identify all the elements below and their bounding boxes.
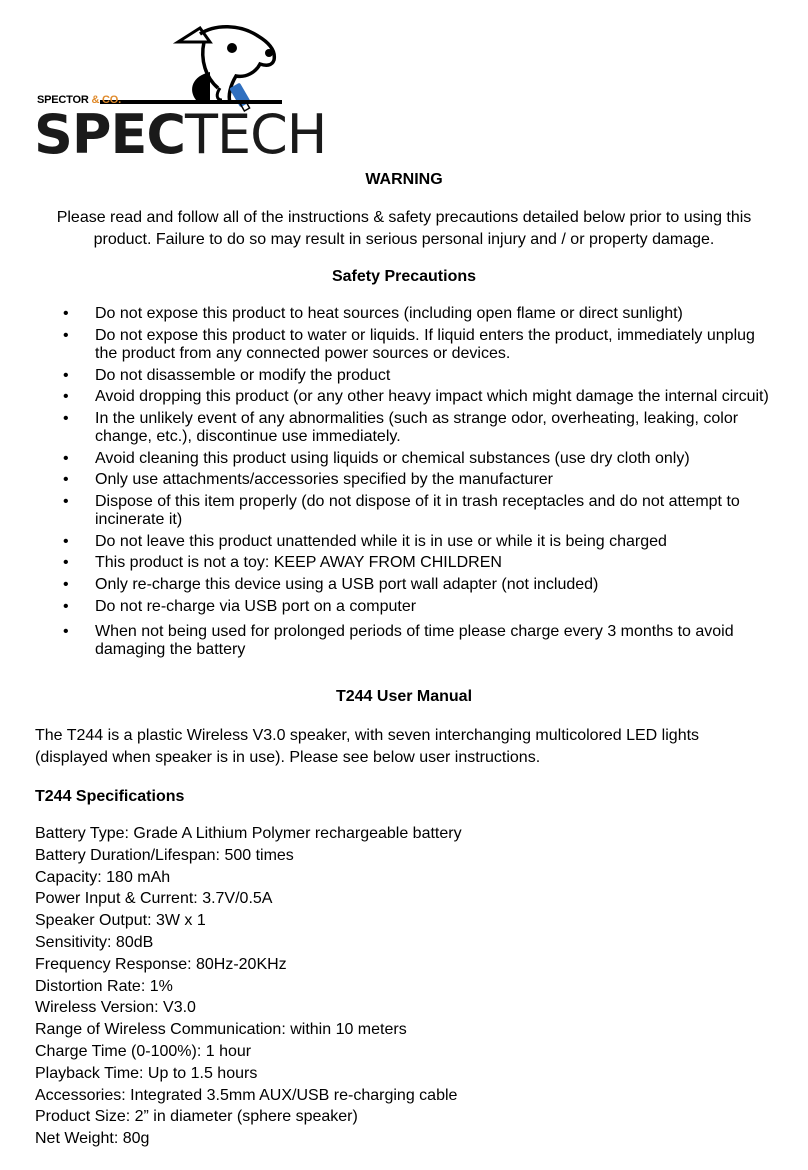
specs-list [35,823,462,1150]
safety-item [60,450,780,469]
spec-item: Distortion Rate: 1% [35,977,173,995]
bullet-icon: • [63,622,69,640]
safety-item-text: Only use attachments/accessories specified by the manufacturer [95,471,553,488]
safety-item-text: Do not re-charge via USB port on a computer [95,598,417,615]
bullet-icon: • [63,366,69,384]
safety-item [60,367,780,386]
bullet-icon: • [63,575,69,593]
bullet-icon: • [63,598,69,615]
bullet-icon: • [63,554,69,571]
safety-item [60,410,780,447]
spec-item: Capacity: 180 mAh [35,868,171,886]
spec-item: Playback Time: Up to 1.5 hours [35,1064,258,1082]
safety-item-text: Only re-charge this device using a USB port wall adapter (not included) [95,575,599,593]
safety-item [60,533,780,552]
safety-item-text: Avoid cleaning this product using liquids or chemical substances (use dry cloth only) [95,449,690,467]
safety-item [60,493,780,530]
spec-item: Range of Wireless Communication: within 10 meters [35,1021,407,1039]
logo-spector-word: SPECTOR [37,94,89,106]
safety-item [60,598,780,617]
manual-heading: T244 User Manual [335,688,473,705]
safety-item-text: In the unlikely event of any abnormalities (such as strange odor, overheating, leaking, color change, etc.), discontinue use immediately. [95,409,739,445]
safety-item-text: Do not expose this product to heat sources (including open flame or direct sunlight) [95,305,683,322]
spec-item: Charge Time (0-100%): 1 hour [35,1042,252,1060]
logo-brand-spec: SPEC [34,103,185,166]
bullet-icon: • [63,326,69,344]
spec-item: Battery Duration/Lifespan: 500 times [35,846,294,864]
safety-item-text: Do not expose this product to water or liquids. If liquid enters the product, immediately unplug the product from any connected power sources or devices. [95,326,755,362]
spec-item: Net Weight: 80g [35,1130,150,1148]
bullet-icon: • [63,449,69,467]
bullet-icon: • [63,305,69,322]
safety-item [60,388,780,407]
safety-item-text: Do not disassemble or modify the product [95,366,391,384]
bullet-icon: • [63,532,69,550]
spec-item: Frequency Response: 80Hz-20KHz [35,955,287,973]
safety-list [60,305,780,660]
manual-intro: The T244 is a plastic Wireless V3.0 speaker, with seven interchanging multicolored LED lights (displayed when speaker is in use). Please see below user instructions. [35,727,700,766]
safety-item-text: Do not leave this product unattended while it is in use or while it is being charged [95,532,667,550]
spec-item: Wireless Version: V3.0 [35,999,196,1017]
bullet-icon: • [63,409,69,427]
safety-item [60,327,780,364]
spec-item: Speaker Output: 3W x 1 [35,912,206,930]
safety-item-text: Dispose of this item properly (do not dispose of it in trash receptacles and do not attempt to incinerate it) [95,492,740,528]
spec-item: Accessories: Integrated 3.5mm AUX/USB re-charging cable [35,1086,458,1104]
bullet-icon: • [63,492,69,510]
safety-item [60,305,780,324]
safety-item [60,554,780,573]
safety-item [60,576,780,595]
safety-item-text: This product is not a toy: KEEP AWAY FROM CHILDREN [95,554,502,571]
safety-item-text: When not being used for prolonged periods of time please charge every 3 months to avoid damaging the battery [95,622,734,658]
specs-heading: T244 Specifications [35,788,185,805]
spec-item: Battery Type: Grade A Lithium Polymer rechargeable battery [35,825,462,842]
safety-item [60,623,780,660]
logo-co-word: & CO. [91,94,121,106]
spec-item: Power Input & Current: 3.7V/0.5A [35,890,273,908]
bullet-icon: • [63,471,69,488]
safety-item [60,471,780,490]
safety-item-text: Avoid dropping this product (or any other heavy impact which might damage the internal circuit) [95,388,769,405]
spectech-logo [34,20,327,166]
safety-heading: Safety Precautions [331,268,477,285]
spec-item: Product Size: 2” in diameter (sphere speaker) [35,1108,358,1126]
warning-heading: WARNING [365,171,443,188]
spec-item: Sensitivity: 80dB [35,933,154,951]
logo-brand-text [34,103,327,166]
bullet-icon: • [63,388,69,405]
logo-brand-tech: TECH [185,103,327,166]
warning-text: Please read and follow all of the instructions & safety precautions detailed below prior to using this product. Failure to do so may result in serious personal injury and / or property damage. [56,209,752,248]
